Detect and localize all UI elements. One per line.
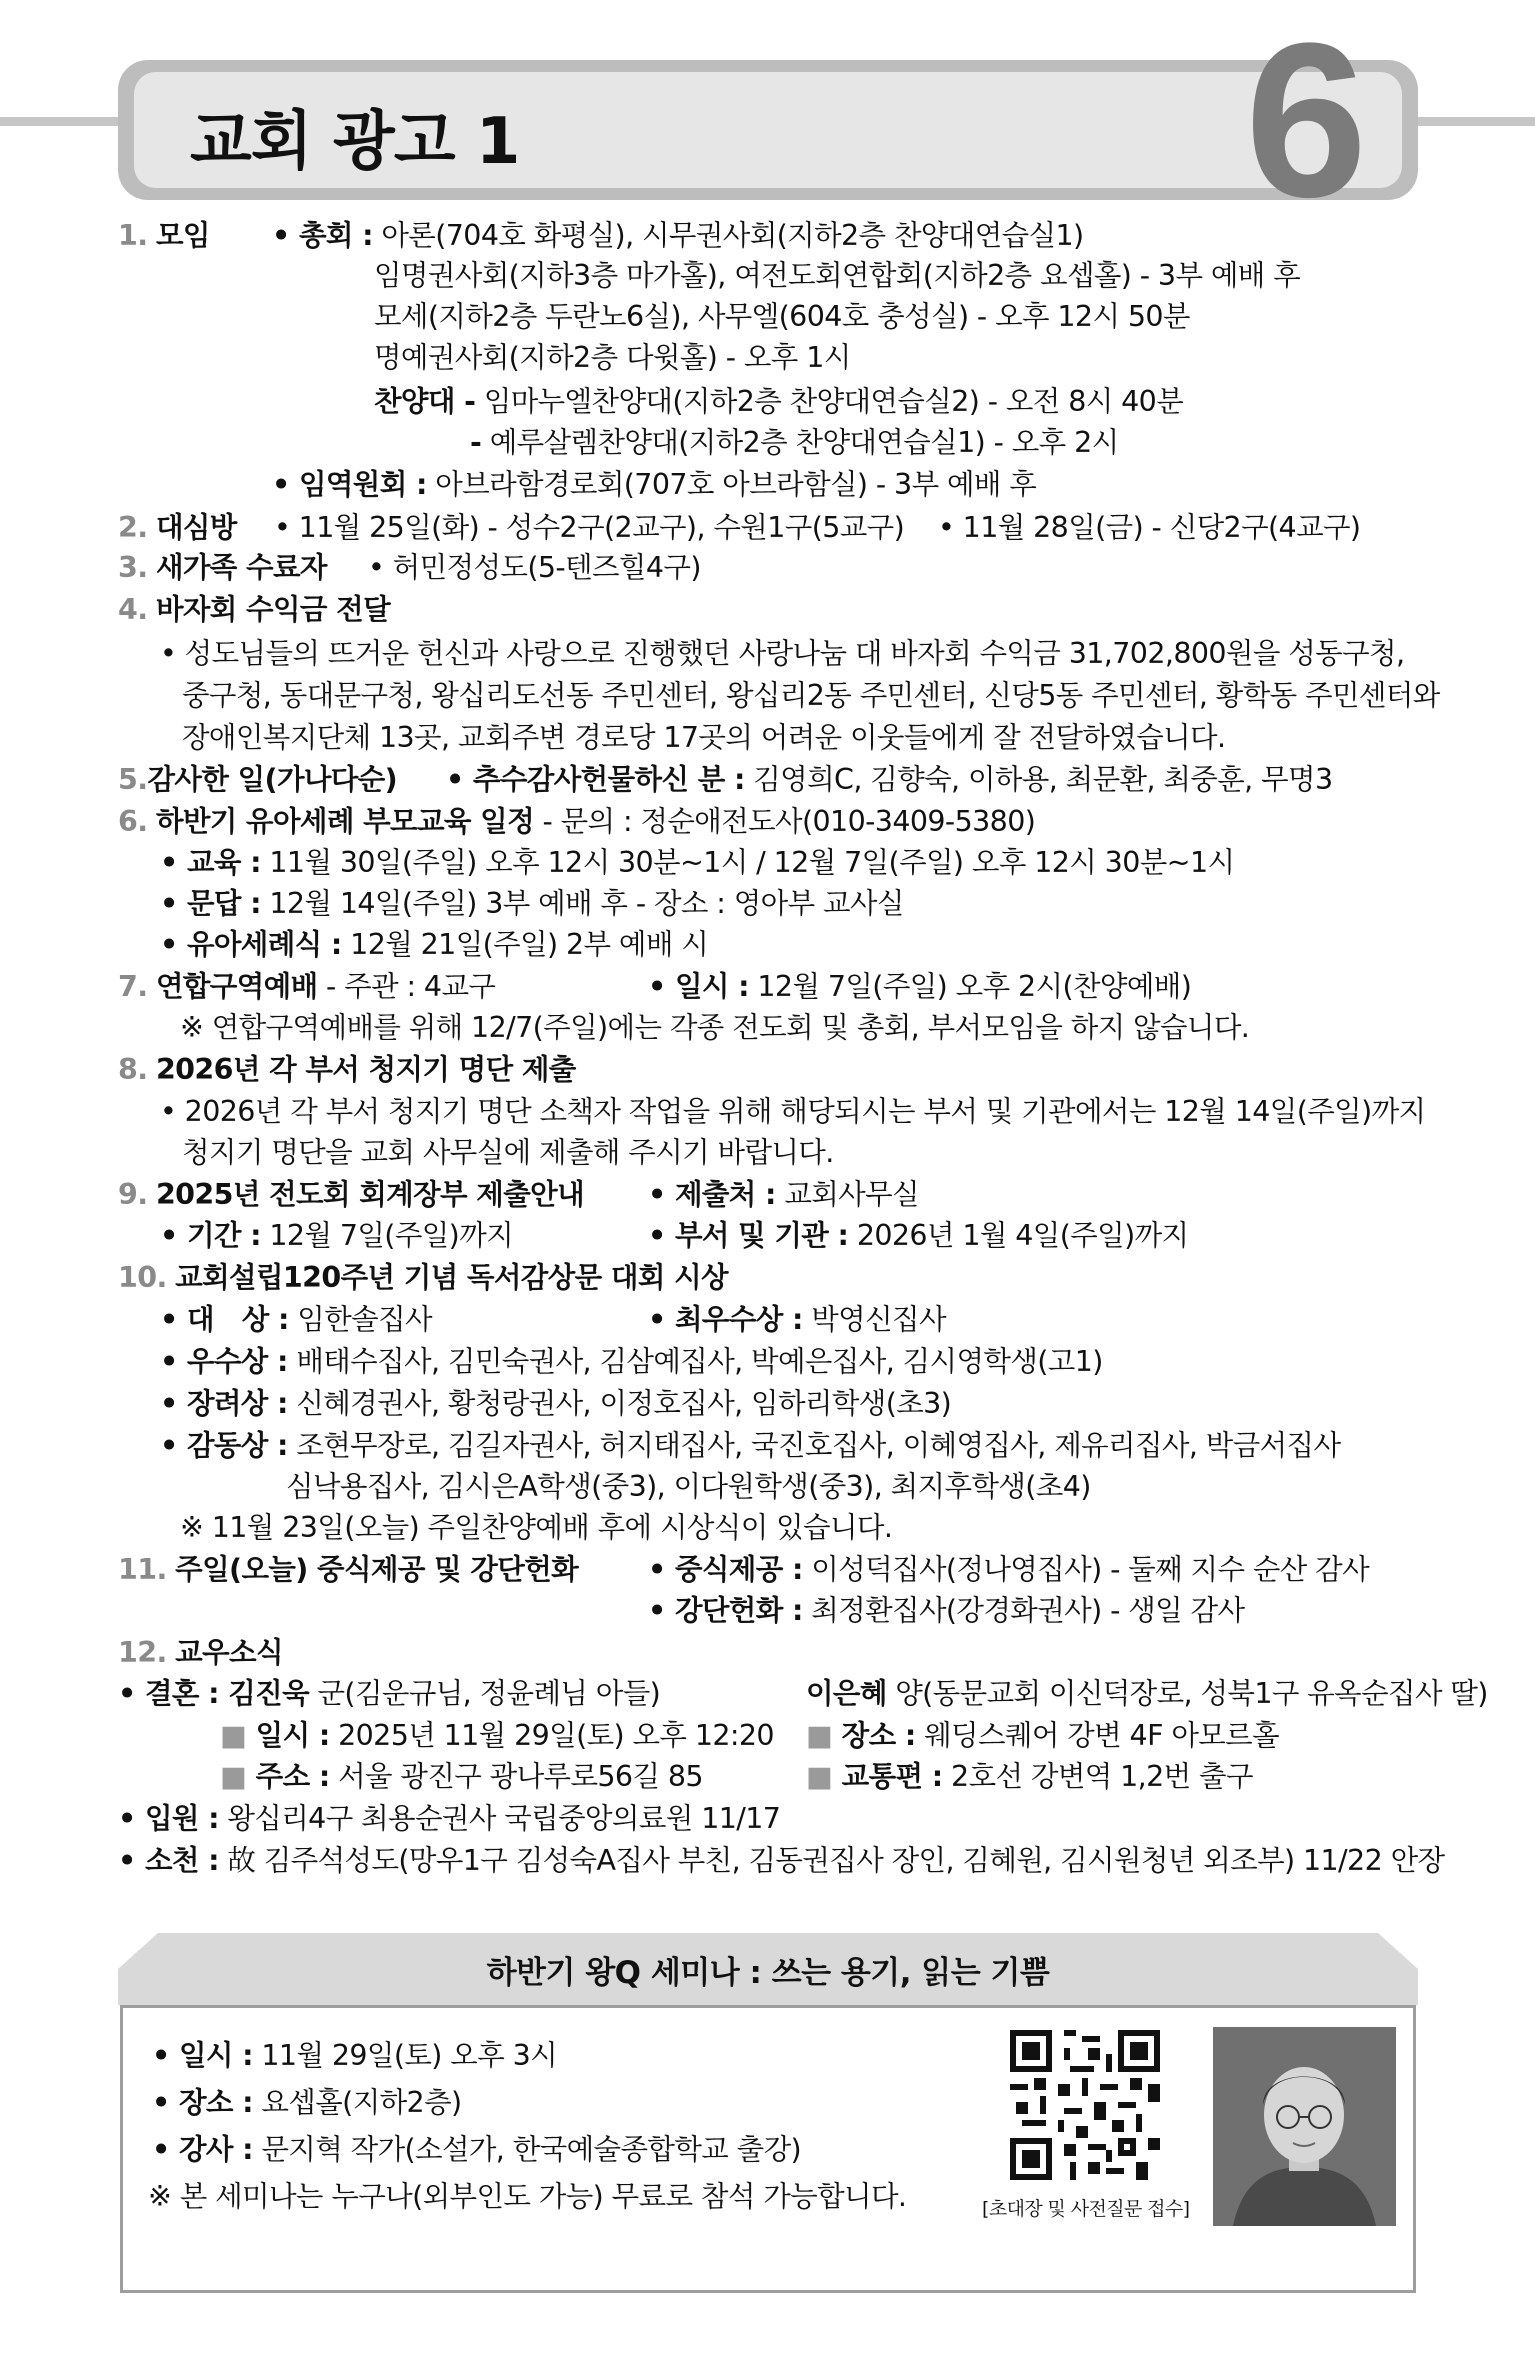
section-5-thanks: • 추수감사헌물하신 분 : 김영희C, 김향숙, 이하용, 최문환, 최중훈, 무명3 [446, 763, 1333, 796]
seminar-title: 하반기 왕Q 세미나 : 쓰는 용기, 읽는 기쁨 [486, 1955, 1050, 1991]
wedding-venue: ■ 장소 : 웨딩스퀘어 강변 4F 아모르홀 [806, 1719, 1280, 1752]
qr-caption: [초대장 및 사전질문 접수] [982, 2198, 1190, 2220]
section-1-line: 임명권사회(지하3층 마가홀), 여전도회연합회(지하2층 요셉홀) - 3부 예배 후 [374, 259, 1301, 292]
seminar-note: ※ 본 세미나는 누구나(외부인도 가능) 무료로 참석 가능합니다. [148, 2180, 907, 2213]
section-11-flowers: • 강단헌화 : 최정환집사(강경화권사) - 생일 감사 [648, 1594, 1245, 1627]
page-number: 6 [1245, 0, 1368, 243]
seminar-date: • 일시 : 11월 29일(토) 오후 3시 [152, 2039, 558, 2072]
award-note: ※ 11월 23일(오늘) 주일찬양예배 후에 시상식이 있습니다. [180, 1511, 893, 1544]
award-encouragement: • 장려상 : 신혜경권사, 황청랑권사, 이정호집사, 임하리학생(초3) [160, 1387, 952, 1420]
award-inspiration-cont: 심낙용집사, 김시은A학생(중3), 이다원학생(중3), 최지후학생(초4) [286, 1470, 1091, 1503]
section-7-note: ※ 연합구역예배를 위해 12/7(주일)에는 각종 전도회 및 총회, 부서모임을 하지 않습니다. [180, 1011, 1250, 1044]
section-9-heading: 9. 2025년 전도회 회계장부 제출안내 [118, 1178, 584, 1211]
section-6-item: • 문답 : 12월 14일(주일) 3부 예배 후 - 장소 : 영아부 교사실 [160, 887, 904, 920]
section-3-item: • 허민정성도(5-텐즈힐4구) [368, 551, 701, 584]
wedding-date: ■ 일시 : 2025년 11월 29일(토) 오후 12:20 [220, 1719, 774, 1752]
section-2-visit: • 11월 25일(화) - 성수2구(2교구), 수원1구(5교구) [274, 511, 905, 544]
section-9-office: • 제출처 : 교회사무실 [648, 1178, 919, 1211]
section-6-item: • 유아세례식 : 12월 21일(주일) 2부 예배 시 [160, 928, 709, 961]
speaker-photo [1213, 2027, 1396, 2226]
section-4-line: 중구청, 동대문구청, 왕십리도선동 주민센터, 왕십리2동 주민센터, 신당5동 주민센터, 황학동 주민센터와 [182, 679, 1440, 712]
section-8-heading: 8. 2026년 각 부서 청지기 명단 제출 [118, 1053, 576, 1086]
section-5-heading: 5.감사한 일(가나다순) [118, 763, 398, 796]
section-1-line: 모세(지하2층 두란노6실), 사무엘(604호 충성실) - 오후 12시 50분 [374, 300, 1190, 333]
section-1-choir: - 예루살렘찬양대(지하2층 찬양대연습실1) - 오후 2시 [470, 426, 1119, 459]
section-1-general: • 총회 : 아론(704호 화평실), 시무권사회(지하2층 찬양대연습실1) [272, 219, 1084, 252]
wedding-address: ■ 주소 : 서울 광진구 광나루로56길 85 [220, 1760, 703, 1793]
section-4-line: 장애인복지단체 13곳, 교회주변 경로당 17곳의 어려운 이웃들에게 잘 전달하였습니다. [182, 721, 1226, 754]
award-inspiration: • 감동상 : 조현무장로, 김길자권사, 허지태집사, 국진호집사, 이혜영집사, 제유리집사, 박금서집사 [160, 1429, 1341, 1462]
page-title: 교회 광고 1 [190, 105, 520, 179]
wedding-bride: 이은혜 양(동문교회 이신덕장로, 성북1구 유옥순집사 딸) [806, 1677, 1488, 1710]
section-12-heading: 12. 교우소식 [118, 1636, 283, 1669]
seminar-speaker: • 강사 : 문지혁 작가(소설가, 한국예술종합학교 출강) [152, 2133, 802, 2166]
section-2-visit: • 11월 28일(금) - 신당2구(4교구) [938, 511, 1361, 544]
award-best: • 최우수상 : 박영신집사 [648, 1303, 946, 1336]
section-1-officers: • 임역원회 : 아브라함경로회(707호 아브라함실) - 3부 예배 후 [272, 468, 1037, 501]
qr-code-icon[interactable] [1010, 2030, 1160, 2180]
section-9-dept: • 부서 및 기관 : 2026년 1월 4일(주일)까지 [648, 1219, 1189, 1252]
section-8-line: • 2026년 각 부서 청지기 명단 소책자 작업을 위해 해당되시는 부서 및 기관에서는 12월 14일(주일)까지 [160, 1095, 1426, 1128]
section-7-date: • 일시 : 12월 7일(주일) 오후 2시(찬양예배) [648, 970, 1192, 1003]
wedding-groom: • 결혼 : 김진욱 군(김운규님, 정윤례님 아들) [118, 1677, 661, 1710]
seminar-header [118, 1933, 1418, 2005]
award-grand: • 대 상 : 임한솔집사 [160, 1303, 432, 1336]
section-1-heading: 1. 모임 [118, 219, 210, 252]
section-8-line: 청지기 명단을 교회 사무실에 제출해 주시기 바랍니다. [182, 1136, 834, 1169]
section-1-choir: 찬양대 - 임마누엘찬양대(지하2층 찬양대연습실2) - 오전 8시 40분 [374, 385, 1184, 418]
award-excellence: • 우수상 : 배태수집사, 김민숙권사, 김삼예집사, 박예은집사, 김시영학생(고1) [160, 1345, 1103, 1378]
wedding-transport: ■ 교통편 : 2호선 강변역 1,2번 출구 [806, 1760, 1253, 1793]
hospital-news: • 입원 : 왕십리4구 최용순권사 국립중앙의료원 11/17 [118, 1802, 781, 1835]
section-6-heading: 6. 하반기 유아세례 부모교육 일정 - 문의 : 정순애전도사(010-3409-5380) [118, 805, 1036, 838]
funeral-news: • 소천 : 故 김주석성도(망우1구 김성숙A집사 부친, 김동권집사 장인, 김혜원, 김시원청년 외조부) 11/22 안장 [118, 1844, 1445, 1877]
section-3-heading: 3. 새가족 수료자 [118, 551, 327, 584]
section-10-heading: 10. 교회설립120주년 기념 독서감상문 대회 시상 [118, 1261, 728, 1294]
section-1-line: 명예권사회(지하2층 다윗홀) - 오후 1시 [374, 341, 851, 374]
section-9-period: • 기간 : 12월 7일(주일)까지 [160, 1219, 514, 1252]
section-11-lunch: • 중식제공 : 이성덕집사(정나영집사) - 둘째 지수 순산 감사 [648, 1553, 1370, 1586]
section-6-item: • 교육 : 11월 30일(주일) 오후 12시 30분~1시 / 12월 7일(주일) 오후 12시 30분~1시 [160, 846, 1235, 879]
section-2-heading: 2. 대심방 [118, 511, 237, 544]
section-4-heading: 4. 바자회 수익금 전달 [118, 593, 391, 626]
section-11-heading: 11. 주일(오늘) 중식제공 및 강단헌화 [118, 1553, 579, 1586]
seminar-place: • 장소 : 요셉홀(지하2층) [152, 2086, 462, 2119]
section-4-line: • 성도님들의 뜨거운 헌신과 사랑으로 진행했던 사랑나눔 대 바자회 수익금 31,702,800원을 성동구청, [160, 637, 1405, 670]
section-7-heading: 7. 연합구역예배 - 주관 : 4교구 [118, 970, 496, 1003]
